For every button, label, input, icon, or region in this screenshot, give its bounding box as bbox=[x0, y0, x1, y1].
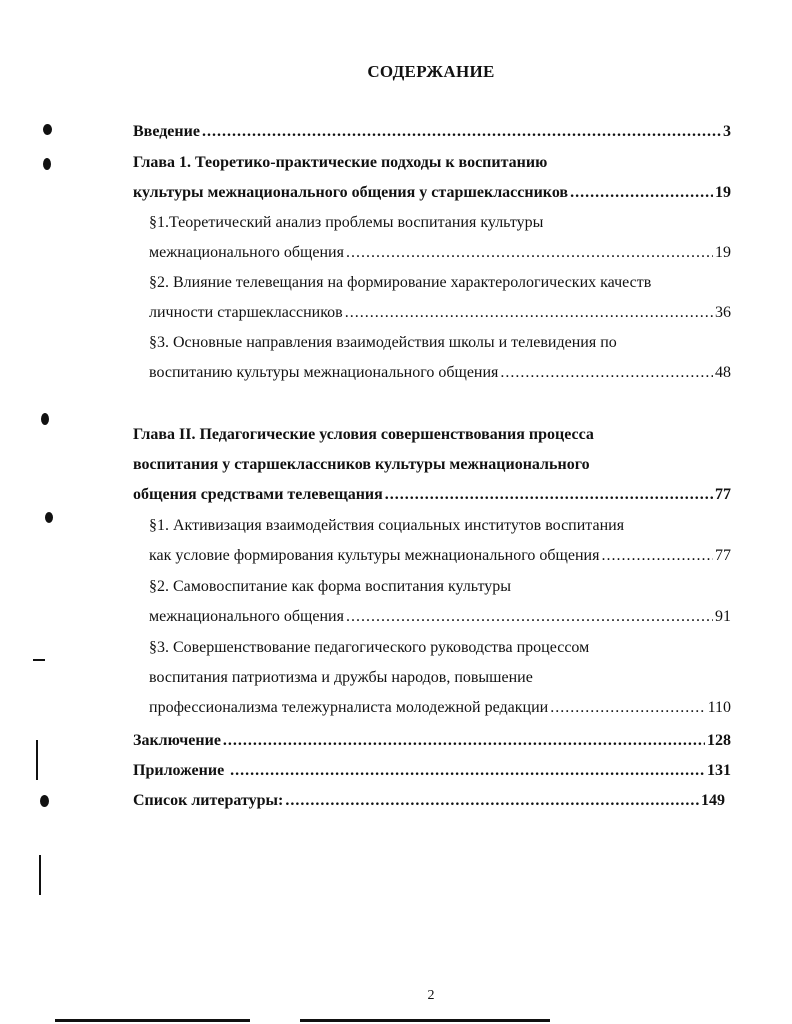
toc-entry-ch1-sec2-cont bbox=[149, 302, 731, 324]
toc-entry-appendix bbox=[133, 760, 731, 782]
toc-entry-conclusion bbox=[133, 730, 731, 752]
page-number: 2 bbox=[427, 988, 435, 1003]
toc-leader-dots bbox=[285, 790, 699, 812]
scan-artifact-mark bbox=[40, 795, 49, 807]
page-title: СОДЕРЖАНИЕ bbox=[367, 62, 495, 81]
toc-page-number: 36 bbox=[715, 304, 731, 321]
toc-page-number: 19 bbox=[715, 244, 731, 261]
toc-page-number: 48 bbox=[715, 364, 731, 381]
toc-leader-dots bbox=[601, 545, 713, 567]
toc-label: Приложение bbox=[133, 762, 229, 779]
toc-page-number: 77 bbox=[715, 486, 731, 503]
toc-entry-ch2-sec3-cont2 bbox=[149, 697, 731, 719]
toc-label: профессионализма тележурналиста молодежной редакции bbox=[149, 699, 549, 716]
toc-entry-chapter-2-cont2 bbox=[133, 484, 731, 506]
toc-leader-dots bbox=[345, 302, 713, 324]
toc-label: Заключение bbox=[133, 732, 221, 749]
toc-label: воспитания патриотизма и дружбы народов, повышение bbox=[149, 669, 533, 686]
scan-artifact-line bbox=[39, 855, 41, 895]
toc-label: межнационального общения bbox=[149, 608, 344, 625]
toc-leader-dots bbox=[500, 362, 713, 384]
toc-page-number: 91 bbox=[715, 608, 731, 625]
toc-entry-ch1-sec2 bbox=[149, 272, 731, 294]
toc-label: культуры межнационального общения у старшеклассников bbox=[133, 184, 569, 201]
toc-label: §1.Теоретический анализ проблемы воспитания культуры bbox=[149, 214, 544, 231]
toc-label: §2. Самовоспитание как форма воспитания культуры bbox=[149, 578, 512, 595]
toc-label: Глава 1. Теоретико-практические подходы к воспитанию bbox=[133, 154, 548, 171]
scan-artifact-line bbox=[300, 1019, 550, 1022]
toc-label: §2. Влияние телевещания на формирование характерологических качеств bbox=[149, 274, 652, 291]
scan-artifact-mark bbox=[43, 124, 52, 135]
toc-label: общения средствами телевещания bbox=[133, 486, 383, 503]
toc-label: Введение bbox=[133, 123, 200, 140]
toc-entry-chapter-1 bbox=[133, 152, 731, 174]
scan-artifact-line bbox=[55, 1019, 250, 1022]
scan-artifact-mark bbox=[45, 512, 53, 523]
scan-artifact-line bbox=[33, 659, 45, 661]
toc-leader-dots bbox=[202, 121, 721, 143]
toc-leader-dots bbox=[550, 697, 705, 719]
toc-entry-ch1-sec3 bbox=[149, 332, 731, 354]
toc-page-number: 110 bbox=[707, 699, 731, 716]
toc-entry-chapter-1-cont bbox=[133, 182, 731, 204]
scan-artifact-mark bbox=[41, 413, 49, 425]
toc-leader-dots bbox=[230, 760, 705, 782]
toc-entry-literature bbox=[133, 790, 725, 812]
toc-label: Список литературы: bbox=[133, 792, 284, 809]
toc-label: воспитанию культуры межнационального общения bbox=[149, 364, 499, 381]
toc-entry-ch1-sec3-cont bbox=[149, 362, 731, 384]
toc-label: как условие формирования культуры межнационального общения bbox=[149, 547, 600, 564]
toc-label: Глава II. Педагогические условия совершенствования процесса bbox=[133, 426, 594, 443]
toc-label: §3. Совершенствование педагогического руководства процессом bbox=[149, 639, 590, 656]
toc-page-number: 149 bbox=[701, 792, 725, 809]
toc-leader-dots bbox=[346, 606, 713, 628]
toc-entry-ch2-sec3-cont bbox=[149, 667, 731, 689]
toc-leader-dots bbox=[385, 484, 713, 506]
toc-label: §1. Активизация взаимодействия социальных институтов воспитания bbox=[149, 517, 625, 534]
scan-artifact-mark bbox=[43, 158, 51, 170]
toc-leader-dots bbox=[223, 730, 705, 752]
toc-page-number: 77 bbox=[715, 547, 731, 564]
toc-entry-ch2-sec2-cont bbox=[149, 606, 731, 628]
toc-entry-ch2-sec3 bbox=[149, 637, 731, 659]
scan-artifact-line bbox=[36, 740, 38, 780]
toc-page-number: 128 bbox=[707, 732, 731, 749]
toc-entry-ch2-sec1 bbox=[149, 515, 731, 537]
toc-entry-ch2-sec1-cont bbox=[149, 545, 731, 567]
toc-entry-intro bbox=[133, 121, 731, 143]
toc-page-number: 19 bbox=[715, 184, 731, 201]
toc-label: воспитания у старшеклассников культуры межнационального bbox=[133, 456, 590, 473]
toc-entry-ch1-sec1-cont bbox=[149, 242, 731, 264]
toc-page-number: 3 bbox=[723, 123, 731, 140]
toc-label: личности старшеклассников bbox=[149, 304, 343, 321]
toc-leader-dots bbox=[346, 242, 713, 264]
toc-entry-ch2-sec2 bbox=[149, 576, 731, 598]
toc-leader-dots bbox=[570, 182, 713, 204]
toc-entry-ch1-sec1 bbox=[149, 212, 731, 234]
toc-label: межнационального общения bbox=[149, 244, 344, 261]
toc-entry-chapter-2-cont bbox=[133, 454, 731, 476]
toc-entry-chapter-2 bbox=[133, 424, 731, 446]
toc-label: §3. Основные направления взаимодействия школы и телевидения по bbox=[149, 334, 617, 351]
toc-page-number: 131 bbox=[707, 762, 731, 779]
